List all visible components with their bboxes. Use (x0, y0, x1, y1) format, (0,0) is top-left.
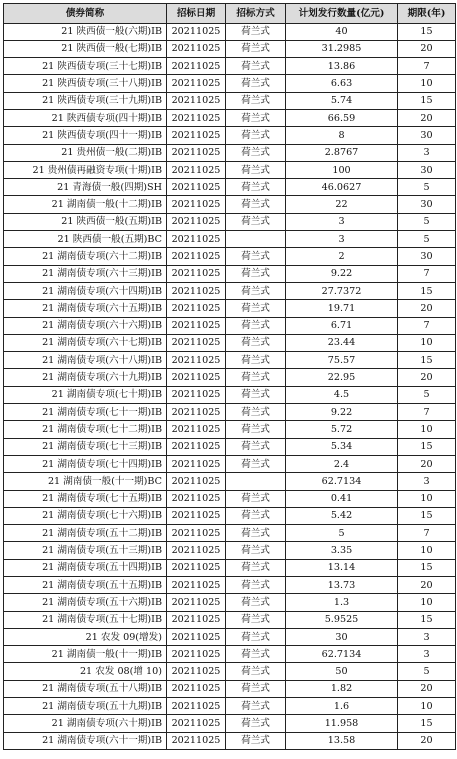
cell-tender-date: 20211025 (167, 317, 226, 334)
cell-term: 30 (398, 248, 456, 265)
cell-bond-name: 21 湖南债一般(十二期)IB (4, 196, 167, 213)
table-row (4, 577, 456, 594)
cell-planned-amount: 6.63 (286, 75, 398, 92)
cell-term: 20 (398, 732, 456, 749)
cell-tender-date: 20211025 (167, 663, 226, 680)
cell-planned-amount: 23.44 (286, 334, 398, 351)
table-row (4, 127, 456, 144)
cell-bond-name: 21 湖南债一般(十一期)BC (4, 473, 167, 490)
cell-tender-method: 荷兰式 (226, 265, 286, 282)
cell-term: 15 (398, 92, 456, 109)
cell-bond-name: 21 陕西债专项(四十一期)IB (4, 127, 167, 144)
cell-bond-name: 21 陕西债一般(六期)IB (4, 23, 167, 40)
cell-bond-name: 21 湖南债专项(六十三期)IB (4, 265, 167, 282)
cell-bond-name: 21 陕西债一般(五期)IB (4, 213, 167, 230)
cell-bond-name: 21 湖南债专项(六十四期)IB (4, 282, 167, 299)
cell-tender-method: 荷兰式 (226, 282, 286, 299)
cell-bond-name: 21 湖南债专项(六十六期)IB (4, 317, 167, 334)
cell-term: 20 (398, 300, 456, 317)
table-row (4, 559, 456, 576)
table-row (4, 421, 456, 438)
cell-bond-name: 21 湖南债专项(六十九期)IB (4, 369, 167, 386)
cell-bond-name: 21 农发 09(增发) (4, 628, 167, 645)
cell-term: 15 (398, 611, 456, 628)
cell-tender-method: 荷兰式 (226, 663, 286, 680)
cell-tender-method: 荷兰式 (226, 179, 286, 196)
cell-term: 20 (398, 109, 456, 126)
cell-tender-method: 荷兰式 (226, 421, 286, 438)
cell-planned-amount: 3 (286, 231, 398, 248)
header-tender-date: 招标日期 (167, 4, 226, 24)
cell-tender-method: 荷兰式 (226, 75, 286, 92)
cell-term: 7 (398, 317, 456, 334)
cell-tender-method: 荷兰式 (226, 161, 286, 178)
cell-term: 5 (398, 663, 456, 680)
cell-tender-method: 荷兰式 (226, 58, 286, 75)
cell-bond-name: 21 湖南债专项(五十八期)IB (4, 680, 167, 697)
header-planned-amount: 计划发行数量(亿元) (286, 4, 398, 24)
cell-bond-name: 21 贵州债再融资专项(十期)IB (4, 161, 167, 178)
cell-planned-amount: 40 (286, 23, 398, 40)
table-row (4, 161, 456, 178)
cell-term: 3 (398, 473, 456, 490)
cell-bond-name: 21 湖南债专项(五十二期)IB (4, 525, 167, 542)
table-row (4, 628, 456, 645)
cell-planned-amount: 5.42 (286, 507, 398, 524)
cell-tender-method (226, 231, 286, 248)
cell-tender-date: 20211025 (167, 386, 226, 403)
cell-tender-date: 20211025 (167, 213, 226, 230)
cell-tender-date: 20211025 (167, 248, 226, 265)
table-row (4, 542, 456, 559)
cell-term: 10 (398, 542, 456, 559)
table-row (4, 58, 456, 75)
cell-bond-name: 21 湖南债专项(六十八期)IB (4, 352, 167, 369)
table-row (4, 334, 456, 351)
cell-bond-name: 21 青海债一般(四期)SH (4, 179, 167, 196)
cell-planned-amount: 11.958 (286, 715, 398, 732)
cell-term: 10 (398, 490, 456, 507)
cell-term: 30 (398, 161, 456, 178)
cell-tender-method: 荷兰式 (226, 732, 286, 749)
cell-tender-date: 20211025 (167, 507, 226, 524)
cell-tender-method: 荷兰式 (226, 109, 286, 126)
cell-tender-method: 荷兰式 (226, 507, 286, 524)
cell-tender-method: 荷兰式 (226, 525, 286, 542)
cell-bond-name: 21 陕西债专项(三十九期)IB (4, 92, 167, 109)
table-row (4, 490, 456, 507)
cell-bond-name: 21 湖南债专项(七十期)IB (4, 386, 167, 403)
cell-tender-method: 荷兰式 (226, 248, 286, 265)
cell-bond-name: 21 湖南债专项(六十七期)IB (4, 334, 167, 351)
cell-tender-method: 荷兰式 (226, 23, 286, 40)
cell-tender-method: 荷兰式 (226, 680, 286, 697)
cell-tender-date: 20211025 (167, 404, 226, 421)
cell-tender-date: 20211025 (167, 421, 226, 438)
table-row (4, 369, 456, 386)
cell-tender-method: 荷兰式 (226, 404, 286, 421)
table-row (4, 282, 456, 299)
cell-term: 7 (398, 265, 456, 282)
cell-tender-date: 20211025 (167, 92, 226, 109)
cell-bond-name: 21 湖南债专项(七十五期)IB (4, 490, 167, 507)
table-row (4, 92, 456, 109)
cell-tender-date: 20211025 (167, 542, 226, 559)
cell-tender-method: 荷兰式 (226, 196, 286, 213)
cell-planned-amount: 22 (286, 196, 398, 213)
cell-term: 30 (398, 196, 456, 213)
cell-term: 20 (398, 577, 456, 594)
cell-tender-date: 20211025 (167, 144, 226, 161)
table-row (4, 300, 456, 317)
bond-issuance-table (3, 3, 456, 750)
cell-bond-name: 21 湖南债专项(五十六期)IB (4, 594, 167, 611)
cell-tender-method: 荷兰式 (226, 611, 286, 628)
cell-tender-method: 荷兰式 (226, 698, 286, 715)
cell-bond-name: 21 湖南债专项(五十三期)IB (4, 542, 167, 559)
cell-tender-date: 20211025 (167, 58, 226, 75)
table-header-row (4, 4, 456, 24)
table-row (4, 213, 456, 230)
cell-tender-method: 荷兰式 (226, 559, 286, 576)
cell-bond-name: 21 陕西债专项(三十八期)IB (4, 75, 167, 92)
cell-tender-date: 20211025 (167, 23, 226, 40)
cell-tender-method: 荷兰式 (226, 455, 286, 472)
cell-tender-date: 20211025 (167, 577, 226, 594)
cell-planned-amount: 3.35 (286, 542, 398, 559)
cell-tender-method: 荷兰式 (226, 490, 286, 507)
cell-term: 5 (398, 386, 456, 403)
cell-term: 15 (398, 507, 456, 524)
cell-tender-date: 20211025 (167, 559, 226, 576)
table-row (4, 231, 456, 248)
cell-term: 7 (398, 58, 456, 75)
cell-planned-amount: 13.14 (286, 559, 398, 576)
cell-tender-method: 荷兰式 (226, 334, 286, 351)
cell-bond-name: 21 湖南债专项(七十四期)IB (4, 455, 167, 472)
cell-term: 5 (398, 179, 456, 196)
cell-tender-method: 荷兰式 (226, 646, 286, 663)
cell-tender-method: 荷兰式 (226, 213, 286, 230)
cell-bond-name: 21 农发 08(增 10) (4, 663, 167, 680)
table-row (4, 23, 456, 40)
table-row (4, 109, 456, 126)
cell-term: 15 (398, 715, 456, 732)
table-row (4, 386, 456, 403)
cell-tender-date: 20211025 (167, 473, 226, 490)
table-row (4, 455, 456, 472)
cell-tender-date: 20211025 (167, 127, 226, 144)
cell-term: 5 (398, 213, 456, 230)
cell-term: 10 (398, 421, 456, 438)
cell-term: 15 (398, 23, 456, 40)
table-row (4, 473, 456, 490)
cell-bond-name: 21 湖南债专项(五十七期)IB (4, 611, 167, 628)
cell-tender-method: 荷兰式 (226, 594, 286, 611)
cell-planned-amount: 62.7134 (286, 646, 398, 663)
cell-planned-amount: 8 (286, 127, 398, 144)
cell-tender-date: 20211025 (167, 732, 226, 749)
cell-planned-amount: 5.74 (286, 92, 398, 109)
cell-planned-amount: 22.95 (286, 369, 398, 386)
cell-planned-amount: 9.22 (286, 265, 398, 282)
cell-term: 20 (398, 369, 456, 386)
cell-tender-date: 20211025 (167, 40, 226, 57)
cell-term: 20 (398, 680, 456, 697)
table-row (4, 404, 456, 421)
cell-planned-amount: 100 (286, 161, 398, 178)
cell-tender-date: 20211025 (167, 300, 226, 317)
cell-planned-amount: 6.71 (286, 317, 398, 334)
cell-term: 5 (398, 231, 456, 248)
cell-tender-method: 荷兰式 (226, 352, 286, 369)
cell-tender-method: 荷兰式 (226, 715, 286, 732)
cell-bond-name: 21 湖南债专项(七十六期)IB (4, 507, 167, 524)
cell-tender-date: 20211025 (167, 611, 226, 628)
cell-bond-name: 21 湖南债专项(五十九期)IB (4, 698, 167, 715)
cell-planned-amount: 30 (286, 628, 398, 645)
table-row (4, 663, 456, 680)
cell-planned-amount: 13.86 (286, 58, 398, 75)
cell-bond-name: 21 湖南债专项(五十五期)IB (4, 577, 167, 594)
cell-tender-date: 20211025 (167, 231, 226, 248)
cell-tender-date: 20211025 (167, 352, 226, 369)
cell-tender-date: 20211025 (167, 698, 226, 715)
cell-tender-date: 20211025 (167, 438, 226, 455)
cell-planned-amount: 2 (286, 248, 398, 265)
cell-tender-date: 20211025 (167, 646, 226, 663)
table-row (4, 196, 456, 213)
table-row (4, 525, 456, 542)
cell-planned-amount: 1.3 (286, 594, 398, 611)
cell-term: 10 (398, 75, 456, 92)
cell-planned-amount: 2.8767 (286, 144, 398, 161)
table-row (4, 594, 456, 611)
cell-planned-amount: 4.5 (286, 386, 398, 403)
table-row (4, 248, 456, 265)
cell-tender-method: 荷兰式 (226, 628, 286, 645)
table-row (4, 438, 456, 455)
cell-planned-amount: 13.58 (286, 732, 398, 749)
cell-bond-name: 21 湖南债专项(六十期)IB (4, 715, 167, 732)
cell-term: 3 (398, 144, 456, 161)
bond-issuance-table-container (3, 3, 456, 750)
cell-term: 15 (398, 282, 456, 299)
cell-term: 15 (398, 352, 456, 369)
table-row (4, 75, 456, 92)
cell-tender-date: 20211025 (167, 282, 226, 299)
cell-planned-amount: 50 (286, 663, 398, 680)
cell-planned-amount: 75.57 (286, 352, 398, 369)
cell-tender-date: 20211025 (167, 455, 226, 472)
cell-term: 7 (398, 525, 456, 542)
cell-tender-date: 20211025 (167, 715, 226, 732)
table-row (4, 646, 456, 663)
cell-bond-name: 21 湖南债专项(七十三期)IB (4, 438, 167, 455)
cell-tender-method: 荷兰式 (226, 300, 286, 317)
table-row (4, 507, 456, 524)
cell-tender-date: 20211025 (167, 161, 226, 178)
cell-planned-amount: 3 (286, 213, 398, 230)
cell-bond-name: 21 陕西债专项(四十期)IB (4, 109, 167, 126)
table-row (4, 144, 456, 161)
cell-tender-method: 荷兰式 (226, 317, 286, 334)
cell-bond-name: 21 湖南债专项(五十四期)IB (4, 559, 167, 576)
cell-planned-amount: 5.9525 (286, 611, 398, 628)
cell-planned-amount: 1.6 (286, 698, 398, 715)
cell-tender-method: 荷兰式 (226, 438, 286, 455)
cell-tender-date: 20211025 (167, 334, 226, 351)
cell-tender-method (226, 473, 286, 490)
cell-bond-name: 21 陕西债一般(七期)IB (4, 40, 167, 57)
cell-planned-amount: 31.2985 (286, 40, 398, 57)
cell-term: 15 (398, 438, 456, 455)
header-tender-method: 招标方式 (226, 4, 286, 24)
cell-bond-name: 21 陕西债一般(五期)BC (4, 231, 167, 248)
cell-planned-amount: 1.82 (286, 680, 398, 697)
cell-planned-amount: 5.34 (286, 438, 398, 455)
cell-planned-amount: 19.71 (286, 300, 398, 317)
cell-planned-amount: 5.72 (286, 421, 398, 438)
cell-term: 30 (398, 127, 456, 144)
cell-bond-name: 21 湖南债专项(六十五期)IB (4, 300, 167, 317)
cell-planned-amount: 27.7372 (286, 282, 398, 299)
cell-tender-method: 荷兰式 (226, 92, 286, 109)
cell-tender-method: 荷兰式 (226, 127, 286, 144)
cell-bond-name: 21 湖南债一般(十一期)IB (4, 646, 167, 663)
cell-planned-amount: 2.4 (286, 455, 398, 472)
table-row (4, 265, 456, 282)
cell-planned-amount: 0.41 (286, 490, 398, 507)
cell-tender-date: 20211025 (167, 525, 226, 542)
table-row (4, 698, 456, 715)
cell-tender-date: 20211025 (167, 680, 226, 697)
cell-tender-method: 荷兰式 (226, 40, 286, 57)
cell-tender-date: 20211025 (167, 179, 226, 196)
cell-bond-name: 21 湖南债专项(六十二期)IB (4, 248, 167, 265)
header-term: 期限(年) (398, 4, 456, 24)
cell-term: 10 (398, 334, 456, 351)
cell-tender-method: 荷兰式 (226, 144, 286, 161)
cell-planned-amount: 5 (286, 525, 398, 542)
table-row (4, 732, 456, 749)
table-row (4, 611, 456, 628)
cell-tender-method: 荷兰式 (226, 369, 286, 386)
cell-planned-amount: 46.0627 (286, 179, 398, 196)
cell-bond-name: 21 湖南债专项(七十二期)IB (4, 421, 167, 438)
cell-tender-date: 20211025 (167, 75, 226, 92)
cell-planned-amount: 62.7134 (286, 473, 398, 490)
cell-term: 10 (398, 698, 456, 715)
cell-tender-date: 20211025 (167, 628, 226, 645)
table-row (4, 680, 456, 697)
cell-bond-name: 21 贵州债一般(二期)IB (4, 144, 167, 161)
cell-term: 7 (398, 404, 456, 421)
cell-tender-date: 20211025 (167, 196, 226, 213)
cell-bond-name: 21 湖南债专项(七十一期)IB (4, 404, 167, 421)
table-row (4, 179, 456, 196)
cell-tender-date: 20211025 (167, 369, 226, 386)
cell-term: 3 (398, 646, 456, 663)
header-bond-name: 债券简称 (4, 4, 167, 24)
cell-tender-date: 20211025 (167, 109, 226, 126)
cell-bond-name: 21 湖南债专项(六十一期)IB (4, 732, 167, 749)
table-body (4, 23, 456, 749)
table-row (4, 715, 456, 732)
cell-tender-date: 20211025 (167, 490, 226, 507)
cell-term: 20 (398, 455, 456, 472)
cell-planned-amount: 66.59 (286, 109, 398, 126)
cell-tender-method: 荷兰式 (226, 386, 286, 403)
cell-tender-date: 20211025 (167, 265, 226, 282)
cell-term: 10 (398, 594, 456, 611)
cell-planned-amount: 9.22 (286, 404, 398, 421)
cell-tender-method: 荷兰式 (226, 577, 286, 594)
table-row (4, 40, 456, 57)
cell-term: 3 (398, 628, 456, 645)
cell-term: 15 (398, 559, 456, 576)
cell-tender-date: 20211025 (167, 594, 226, 611)
cell-term: 20 (398, 40, 456, 57)
cell-planned-amount: 13.73 (286, 577, 398, 594)
table-row (4, 317, 456, 334)
cell-bond-name: 21 陕西债专项(三十七期)IB (4, 58, 167, 75)
table-row (4, 352, 456, 369)
cell-tender-method: 荷兰式 (226, 542, 286, 559)
